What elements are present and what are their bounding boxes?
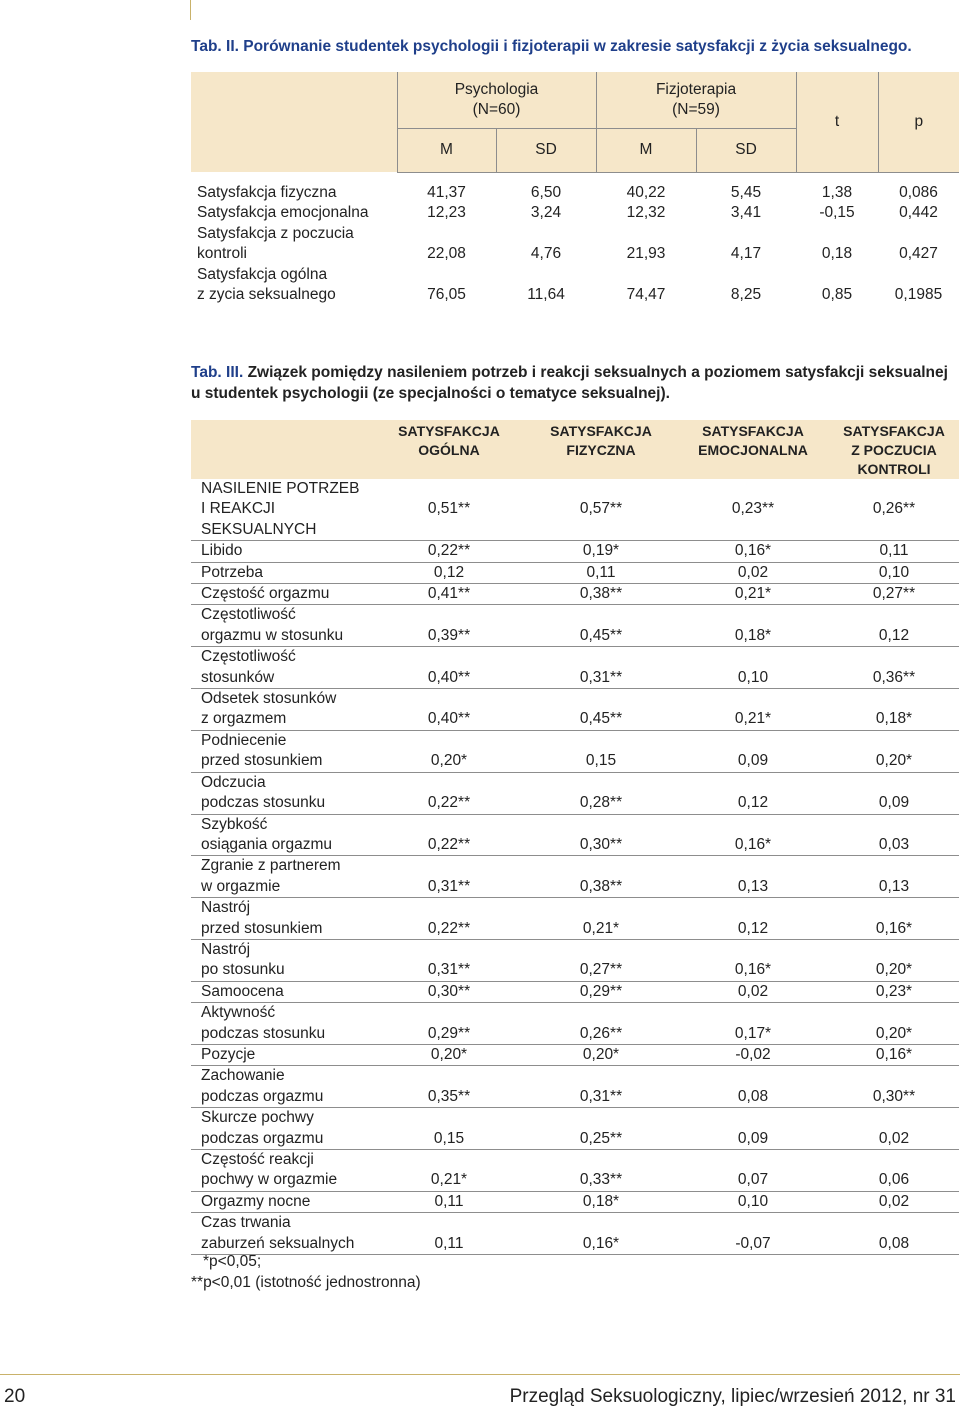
table2-cell-m2: 12,32 [596, 203, 696, 223]
table3-cell: 0,45** [525, 605, 677, 647]
table3-cell: 0,12 [373, 562, 525, 583]
table3-cell: 0,26** [525, 1003, 677, 1045]
table3-cell: 0,27** [829, 584, 959, 605]
table3-cell: 0,38** [525, 856, 677, 898]
table2-row-label: Satysfakcja ogólna z zycia seksualnego [191, 264, 397, 305]
table3-cell: 0,27** [525, 939, 677, 981]
table3-cell: 0,16* [525, 1213, 677, 1255]
table3-cell: 0,40** [373, 689, 525, 731]
table3-row-label: Zachowanie podczas orgazmu [191, 1066, 373, 1108]
table3-cell: 0,18* [525, 1191, 677, 1212]
table3-row [191, 856, 959, 898]
table2-cell-p: 0,086 [878, 172, 959, 203]
table3-cell: 0,28** [525, 772, 677, 814]
table3-row [191, 1108, 959, 1150]
table3-cell: 0,20* [829, 730, 959, 772]
table3-row-label: Częstotliwość orgazmu w stosunku [191, 605, 373, 647]
table3-row-label: Libido [191, 541, 373, 562]
table3-row [191, 981, 959, 1002]
table3-cell: 0,12 [677, 898, 829, 940]
table2-cell-t: -0,15 [796, 203, 878, 223]
table2-col-sd1: SD [496, 128, 596, 172]
table3-cell: 0,31** [525, 647, 677, 689]
table2-row-label: Satysfakcja fizyczna [191, 172, 397, 203]
table2-corner [191, 72, 397, 172]
table3-cell: 0,03 [829, 814, 959, 856]
table3-row-label: Odsetek stosunków z orgazmem [191, 689, 373, 731]
table2-cell-p: 0,1985 [878, 264, 959, 305]
table3-row-label: Nastrój przed stosunkiem [191, 898, 373, 940]
table3-row [191, 1213, 959, 1255]
page-number: 20 [4, 1386, 26, 1407]
table3-row [191, 647, 959, 689]
table3-cell: 0,20* [829, 1003, 959, 1045]
table3-row [191, 562, 959, 583]
table3-cell: 0,30** [829, 1066, 959, 1108]
table3-row [191, 1150, 959, 1192]
table3-row [191, 898, 959, 940]
table3-cell: 0,16* [829, 898, 959, 940]
table3-cell: 0,22** [373, 898, 525, 940]
table3-cell: 0,22** [373, 541, 525, 562]
table2-row-label: Satysfakcja z poczucia kontroli [191, 223, 397, 264]
table3-row [191, 1191, 959, 1212]
table3-cell: 0,20* [525, 1044, 677, 1065]
table3-cell: 0,21* [525, 898, 677, 940]
table3-cell: 0,40** [373, 647, 525, 689]
table3-cell: 0,38** [525, 584, 677, 605]
table3-cell: 0,33** [525, 1150, 677, 1192]
table3-row-label: Nastrój po stosunku [191, 939, 373, 981]
table3-cell: 0,45** [525, 689, 677, 731]
table3-cell: 0,11 [829, 541, 959, 562]
table2-cell-m2: 21,93 [596, 223, 696, 264]
table2-cell-t: 0,18 [796, 223, 878, 264]
table3-row-label: Samoocena [191, 981, 373, 1002]
table2-row [191, 203, 959, 223]
table3-row-nasilenie [191, 479, 959, 541]
table3-cell: 0,10 [677, 1191, 829, 1212]
table3-cell: 0,16* [829, 1044, 959, 1065]
table3-cell: 0,20* [373, 730, 525, 772]
table2-cell-m1: 22,08 [397, 223, 496, 264]
table3-cell: 0,16* [677, 939, 829, 981]
table3-header-fizyczna: SATYSFAKCJA FIZYCZNA [525, 420, 677, 479]
table2-col-t: t [796, 72, 878, 172]
table3-cell: 0,02 [677, 562, 829, 583]
table3-cell: 0,18* [829, 689, 959, 731]
table3-cell: 0,06 [829, 1150, 959, 1192]
table2-cell-p: 0,442 [878, 203, 959, 223]
table3-cell: 0,19* [525, 541, 677, 562]
table3-caption-label: Tab. III. [191, 364, 244, 381]
table3-row-label: Czas trwania zaburzeń seksualnych [191, 1213, 373, 1255]
table2 [191, 72, 959, 305]
table2-caption: Tab. II. Porównanie studentek psychologii i fizjoterapii w zakresie satysfakcji z życia seksualnego. [191, 38, 912, 55]
table3-row-label: Odczucia podczas stosunku [191, 772, 373, 814]
table2-cell-m1: 76,05 [397, 264, 496, 305]
table3-cell: 0,25** [525, 1108, 677, 1150]
table3-cell: 0,11 [525, 562, 677, 583]
table3-cell: 0,39** [373, 605, 525, 647]
table3-cell: 0,21* [677, 689, 829, 731]
table3-cell: 0,17* [677, 1003, 829, 1045]
footer-rule [0, 1374, 960, 1375]
table3 [191, 420, 959, 1255]
table3-cell: 0,51** [373, 479, 525, 541]
table3-cell: 0,20* [829, 939, 959, 981]
table3-cell: 0,23** [677, 479, 829, 541]
table2-cell-m2: 74,47 [596, 264, 696, 305]
table3-cell: 0,22** [373, 772, 525, 814]
table2-cell-sd2: 5,45 [696, 172, 796, 203]
table3-cell: 0,08 [829, 1213, 959, 1255]
table2-cell-m1: 12,23 [397, 203, 496, 223]
table2-cell-m2: 40,22 [596, 172, 696, 203]
table2-cell-sd1: 11,64 [496, 264, 596, 305]
table3-row [191, 814, 959, 856]
table2-group2-header: Fizjoterapia (N=59) [596, 72, 796, 128]
table3-cell: 0,15 [373, 1108, 525, 1150]
table2-cell-t: 1,38 [796, 172, 878, 203]
table3-row [191, 1044, 959, 1065]
table2-cell-sd2: 4,17 [696, 223, 796, 264]
table2-col-m2: M [596, 128, 696, 172]
table3-cell: 0,09 [829, 772, 959, 814]
table3-cell: -0,07 [677, 1213, 829, 1255]
table3-cell: 0,21* [677, 584, 829, 605]
table3-cell: 0,16* [677, 541, 829, 562]
table3-header-kontroli: SATYSFAKCJA Z POCZUCIA KONTROLI [829, 420, 959, 479]
table3-cell: 0,36** [829, 647, 959, 689]
table3-row [191, 584, 959, 605]
table3-cell: 0,09 [677, 1108, 829, 1150]
table3-cell: 0,31** [525, 1066, 677, 1108]
table3-row [191, 1003, 959, 1045]
table3-row [191, 772, 959, 814]
table2-cell-sd1: 6,50 [496, 172, 596, 203]
table3-caption [191, 362, 959, 404]
table2-col-m1: M [397, 128, 496, 172]
table2-row [191, 172, 959, 203]
table3-cell: 0,13 [829, 856, 959, 898]
table3-row-label: Szybkość osiągania orgazmu [191, 814, 373, 856]
table3-row-label: Częstość orgazmu [191, 584, 373, 605]
table3-cell: 0,23* [829, 981, 959, 1002]
table3-cell: 0,09 [677, 730, 829, 772]
table3-header-emocjonalna: SATYSFAKCJA EMOCJONALNA [677, 420, 829, 479]
table2-cell-sd2: 3,41 [696, 203, 796, 223]
table3-cell: 0,29** [525, 981, 677, 1002]
table3-cell: 0,22** [373, 814, 525, 856]
table2-row [191, 223, 959, 264]
table3-cell: 0,10 [829, 562, 959, 583]
table3-cell: 0,20* [373, 1044, 525, 1065]
table3-row-label: Częstość reakcji pochwy w orgazmie [191, 1150, 373, 1192]
table2-row-label: Satysfakcja emocjonalna [191, 203, 397, 223]
table3-cell: 0,31** [373, 856, 525, 898]
table3-row-label: Częstotliwość stosunków [191, 647, 373, 689]
table2-row [191, 264, 959, 305]
table3-corner [191, 420, 373, 479]
table3-row-label: Potrzeba [191, 562, 373, 583]
table3-cell: 0,02 [829, 1191, 959, 1212]
table3-row-label: Orgazmy nocne [191, 1191, 373, 1212]
table3-row [191, 730, 959, 772]
table3-row [191, 689, 959, 731]
table2-cell-t: 0,85 [796, 264, 878, 305]
table3-row [191, 605, 959, 647]
table3-cell: 0,30** [373, 981, 525, 1002]
table3-row-label: Aktywność podczas stosunku [191, 1003, 373, 1045]
footnote-2: **p<0,01 (istotność jednostronna) [191, 1274, 421, 1291]
table3-cell: 0,35** [373, 1066, 525, 1108]
table3-cell: 0,26** [829, 479, 959, 541]
table3-row [191, 541, 959, 562]
table3-row [191, 1066, 959, 1108]
table2-cell-p: 0,427 [878, 223, 959, 264]
table3-cell: 0,31** [373, 939, 525, 981]
table3-row [191, 939, 959, 981]
table3-cell: 0,10 [677, 647, 829, 689]
table3-row-label: NASILENIE POTRZEB I REAKCJI SEKSUALNYCH [191, 479, 373, 541]
table3-cell: -0,02 [677, 1044, 829, 1065]
table3-cell: 0,07 [677, 1150, 829, 1192]
table3-cell: 0,18* [677, 605, 829, 647]
table2-cell-sd2: 8,25 [696, 264, 796, 305]
margin-line [190, 0, 191, 20]
table3-cell: 0,21* [373, 1150, 525, 1192]
table2-group1-header: Psychologia (N=60) [397, 72, 596, 128]
table3-caption-text: Związek pomiędzy nasileniem potrzeb i reakcji seksualnych a poziomem satysfakcji seksualnej u studentek psychologii (ze specjalności o tematyce seksualnej). [191, 364, 948, 402]
table2-col-sd2: SD [696, 128, 796, 172]
table2-cell-sd1: 3,24 [496, 203, 596, 223]
table3-cell: 0,57** [525, 479, 677, 541]
table3-cell: 0,12 [677, 772, 829, 814]
table3-cell: 0,41** [373, 584, 525, 605]
table3-header-ogolna: SATYSFAKCJA OGÓLNA [373, 420, 525, 479]
table3-row-label: Podniecenie przed stosunkiem [191, 730, 373, 772]
table3-row-label: Zgranie z partnerem w orgazmie [191, 856, 373, 898]
table3-cell: 0,29** [373, 1003, 525, 1045]
table3-cell: 0,02 [829, 1108, 959, 1150]
journal-citation: Przegląd Seksuologiczny, lipiec/wrzesień 2012, nr 31 [509, 1386, 956, 1407]
table3-cell: 0,02 [677, 981, 829, 1002]
footnote-1: *p<0,05; [203, 1253, 262, 1270]
table3-cell: 0,11 [373, 1191, 525, 1212]
table3-cell: 0,30** [525, 814, 677, 856]
table3-cell: 0,08 [677, 1066, 829, 1108]
table3-row-label: Pozycje [191, 1044, 373, 1065]
table3-cell: 0,15 [525, 730, 677, 772]
table3-cell: 0,13 [677, 856, 829, 898]
table3-cell: 0,12 [829, 605, 959, 647]
table3-cell: 0,11 [373, 1213, 525, 1255]
table3-row-label: Skurcze pochwy podczas orgazmu [191, 1108, 373, 1150]
table2-col-p: p [878, 72, 959, 172]
table3-cell: 0,16* [677, 814, 829, 856]
table2-cell-m1: 41,37 [397, 172, 496, 203]
table2-cell-sd1: 4,76 [496, 223, 596, 264]
